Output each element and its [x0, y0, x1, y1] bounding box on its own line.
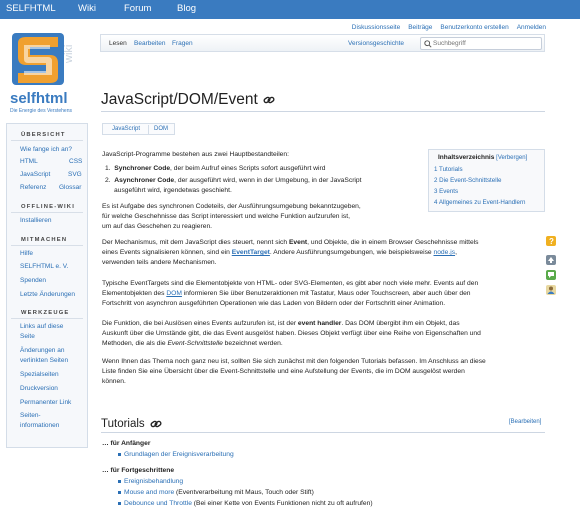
tutorial-link[interactable]: Grundlagen der Ereignisverarbeitung	[124, 451, 234, 458]
page-title	[101, 91, 275, 109]
edit-section-link[interactable]: [Bearbeiten]	[509, 419, 542, 425]
sidebar-item-permanent-link[interactable]: Permanenter Link	[20, 399, 72, 406]
sidebar-item-getting-started[interactable]: Wie fange ich an?	[20, 146, 73, 153]
sidebar-divider	[11, 245, 83, 246]
list-item	[118, 489, 314, 496]
sidebar-divider	[11, 212, 83, 213]
text: . Das DOM übergibt ihm ein Objekt, das	[341, 320, 460, 327]
paragraph-line: Fortschritt von asynchron ausgeführten Operationen wie das Laden von Bildern oder der Fortschritt einer Animation.	[102, 300, 446, 307]
paragraph-line	[102, 319, 545, 329]
dom-link[interactable]: DOM	[166, 290, 182, 297]
tab-read[interactable]: Lesen	[109, 40, 127, 47]
create-account-link[interactable]: Benutzerkonto erstellen	[440, 24, 509, 31]
sidebar-item-what-links-here-cont[interactable]: Seite	[20, 333, 35, 340]
text: ,	[455, 249, 457, 256]
user-navigation	[344, 24, 546, 31]
wiki-label: wiki	[63, 44, 75, 63]
tutorial-link[interactable]: Debounce und Throttle	[124, 500, 192, 507]
tutorial-description: (Bei einer Kette von Events Funktionen nicht zu oft aufrufen)	[191, 500, 373, 507]
logo-tagline: Die Energie des Verstehens	[10, 108, 72, 114]
italic-text: Event-Schnittstelle	[167, 340, 223, 347]
sidebar-item-css[interactable]: CSS	[69, 158, 83, 165]
sidebar-item-print-version[interactable]: Druckversion	[20, 385, 58, 392]
sidebar-item-recent-changes[interactable]: Letzte Änderungen	[20, 291, 75, 298]
text: . Andere Ausführungsumgebungen, wie beispielsweise	[269, 249, 434, 256]
sidebar-divider	[11, 140, 83, 141]
nav-wiki[interactable]: Wiki	[78, 3, 96, 14]
list-item: 1. Synchroner Code, der beim Aufruf eines Scripts sofort ausgeführt wird	[105, 165, 326, 172]
paragraph	[102, 202, 422, 232]
user-icon[interactable]	[546, 285, 556, 295]
sidebar-item-page-info[interactable]: Seiten-	[20, 412, 41, 419]
sidebar-item-install[interactable]: Installieren	[20, 217, 52, 224]
eventtarget-link[interactable]: EventTarget	[231, 249, 270, 256]
list-item	[118, 451, 234, 458]
list-item-bold: Asynchroner Code	[114, 177, 175, 184]
sidebar-item-related-changes[interactable]: Änderungen an	[20, 347, 65, 354]
toc-toggle[interactable]: [Verbergen]	[496, 155, 528, 161]
nodejs-link[interactable]: node.js	[433, 249, 456, 256]
selfhtml-logo[interactable]	[10, 33, 86, 119]
nav-selfhtml[interactable]: SELFHTML	[6, 3, 56, 14]
talk-page-link[interactable]: Diskussionsseite	[351, 24, 401, 31]
sidebar-item-special-pages[interactable]: Spezialseiten	[20, 371, 59, 378]
table-of-contents	[428, 149, 545, 212]
sidebar-item-html[interactable]: HTML	[20, 158, 38, 165]
sidebar-item-what-links-here[interactable]: Links auf diese	[20, 323, 64, 330]
link-icon[interactable]	[263, 95, 275, 105]
toc-item-events[interactable]: 3 Events	[434, 188, 459, 195]
sidebar-heading-participate: MITMACHEN	[21, 237, 68, 243]
breadcrumb	[102, 123, 175, 135]
tab-history[interactable]: Versionsgeschichte	[348, 40, 405, 47]
page-title-text: JavaScript/DOM/Event	[101, 91, 258, 108]
nav-blog[interactable]: Blog	[177, 3, 197, 14]
section-heading-tutorials	[101, 418, 162, 430]
sidebar-heading-tools: WERKZEUGE	[21, 310, 70, 316]
sidebar-item-javascript[interactable]: JavaScript	[20, 171, 51, 178]
paragraph-line: um auf das Geschehen zu reagieren.	[102, 223, 213, 230]
chat-icon[interactable]	[546, 270, 556, 280]
paragraph	[102, 279, 545, 309]
tab-edit[interactable]: Bearbeiten	[134, 40, 166, 47]
paragraph-line	[102, 248, 545, 258]
paragraph-line	[102, 339, 545, 349]
page-toolbar	[100, 34, 545, 52]
toc-title	[438, 154, 527, 161]
text: eines Events signalisieren können, sind ein	[102, 249, 232, 256]
sidebar-item-glossary[interactable]: Glossar	[59, 184, 82, 191]
text: Elementobjekten des	[102, 290, 167, 297]
sidebar-heading-offline: OFFLINE-WIKI	[21, 204, 76, 210]
list-item: 2. Asynchroner Code, der ausgeführt wird, wenn in der Umgebung, in der JavaScript	[105, 177, 362, 184]
section-heading-text: Tutorials	[101, 418, 145, 430]
sidebar-item-donate[interactable]: Spenden	[20, 277, 47, 284]
logo-brand-text: selfhtml	[10, 90, 68, 107]
search-input[interactable]	[433, 40, 538, 47]
paragraph	[102, 238, 545, 268]
bullet-icon	[118, 453, 121, 456]
list-item-continuation: ausgeführt wird, irgendetwas geschieht.	[114, 187, 232, 194]
toc-title-text: Inhaltsverzeichnis	[438, 154, 495, 161]
bold-text: event handler	[297, 320, 342, 327]
sidebar-item-help[interactable]: Hilfe	[20, 250, 34, 257]
paragraph-line: Auskunft über die Umstände gibt, die das Event ausgelöst haben. Dieses Objekt verfügt über eine Reihe von Eigenschaften und	[102, 330, 481, 337]
sidebar	[6, 123, 88, 448]
top-navigation-bar	[0, 0, 580, 19]
bold-text: Event	[288, 239, 308, 246]
title-divider	[101, 111, 545, 112]
breadcrumb-dom[interactable]: DOM	[154, 126, 168, 132]
toc-item-event-interface[interactable]: 2 Die Event-Schnittstelle	[434, 177, 502, 184]
text: , und Objekte, die in einem Browser Geschehnisse mittels	[307, 239, 479, 246]
login-link[interactable]: Anmelden	[516, 24, 546, 31]
toc-item-event-handlers[interactable]: 4 Allgemeines zu Event-Handlern	[434, 199, 526, 206]
paragraph-line: Typische EventTargets sind die Elementobjekte von HTML- oder SVG-Elementen, es gibt aber noch viele mehr. Events auf den	[102, 280, 479, 287]
subheading-advanced: … für Fortgeschrittene	[102, 467, 175, 474]
paragraph-line: verwenden teils andere Mechanismen.	[102, 259, 217, 266]
tutorial-link[interactable]: Ereignisbehandlung	[124, 478, 184, 485]
paragraph	[102, 357, 545, 387]
breadcrumb-separator	[148, 125, 149, 134]
list-item-text: , der ausgeführt wird, wenn in der Umgebung, in der JavaScript	[174, 177, 362, 184]
search-box[interactable]	[420, 37, 542, 50]
paragraph	[102, 319, 545, 349]
list-item	[118, 478, 183, 485]
up-arrow-icon[interactable]	[546, 255, 556, 265]
list-item-bold: Synchroner Code	[114, 165, 171, 172]
text: Die Funktion, die bei Auslösen eines Events aufzurufen ist, ist der	[102, 320, 298, 327]
sidebar-item-reference[interactable]: Referenz	[20, 184, 47, 191]
intro-paragraph: JavaScript-Programme bestehen aus zwei Hauptbestandteilen:	[102, 151, 289, 158]
tab-questions[interactable]: Fragen	[172, 40, 193, 47]
list-item	[118, 500, 373, 507]
sidebar-heading-overview: ÜBERSICHT	[21, 132, 66, 138]
tutorial-link[interactable]: Mouse and more	[124, 489, 175, 496]
paragraph-line: können.	[102, 378, 126, 385]
section-divider	[101, 432, 545, 433]
text: Der Mechanismus, mit dem JavaScript dies steuert, nennt sich	[102, 239, 289, 246]
sidebar-item-page-info-cont[interactable]: informationen	[20, 422, 60, 429]
sidebar-item-svg[interactable]: SVG	[68, 171, 82, 178]
sidebar-divider	[11, 318, 83, 319]
paragraph-line: Es ist Aufgabe des synchronen Codeteils, der Ausführungsumgebung bekanntzugeben,	[102, 203, 361, 210]
bullet-icon	[118, 480, 121, 483]
tutorial-description: (Eventverarbeitung mit Maus, Touch oder Stift)	[174, 489, 314, 496]
paragraph-line	[102, 238, 545, 248]
subheading-beginners: … für Anfänger	[102, 440, 151, 447]
sidebar-item-selfhtml-ev[interactable]: SELFHTML e. V.	[20, 263, 69, 270]
nav-forum[interactable]: Forum	[124, 3, 152, 14]
text: bezeichnet werden.	[222, 340, 283, 347]
text: informieren Sie über Benutzeraktionen mit Tastatur, Maus oder Touchscreen, aber auch über den	[181, 290, 471, 297]
toc-item-tutorials[interactable]: 1 Tutorials	[434, 166, 463, 173]
paragraph-line	[102, 289, 545, 299]
paragraph-line: für welche Geschehnisse das Script interessiert und welche Funktion aufzurufen ist,	[102, 213, 350, 220]
list-item-text: , der beim Aufruf eines Scripts sofort ausgeführt wird	[170, 165, 326, 172]
svg-text:?: ?	[549, 237, 554, 246]
help-icon[interactable]	[546, 236, 556, 246]
paragraph-line: Liste finden Sie eine Übersicht über die Event-Schnittstelle und eine Aufstellung der Events, die im DOM ausgelöst werden	[102, 368, 465, 375]
breadcrumb-javascript[interactable]: JavaScript	[112, 126, 141, 132]
text: Methoden, die als die	[102, 340, 168, 347]
search-icon	[424, 40, 432, 48]
sidebar-item-related-changes-cont[interactable]: verlinkten Seiten	[20, 357, 69, 364]
paragraph-line: Wenn Ihnen das Thema noch ganz neu ist, sollten Sie sich zunächst mit den folgenden Tutorials befassen. Im Anschluss an diese	[102, 358, 486, 365]
link-icon[interactable]	[150, 419, 162, 429]
bullet-icon	[118, 491, 121, 494]
contributions-link[interactable]: Beiträge	[408, 24, 433, 31]
bullet-icon	[118, 502, 121, 505]
